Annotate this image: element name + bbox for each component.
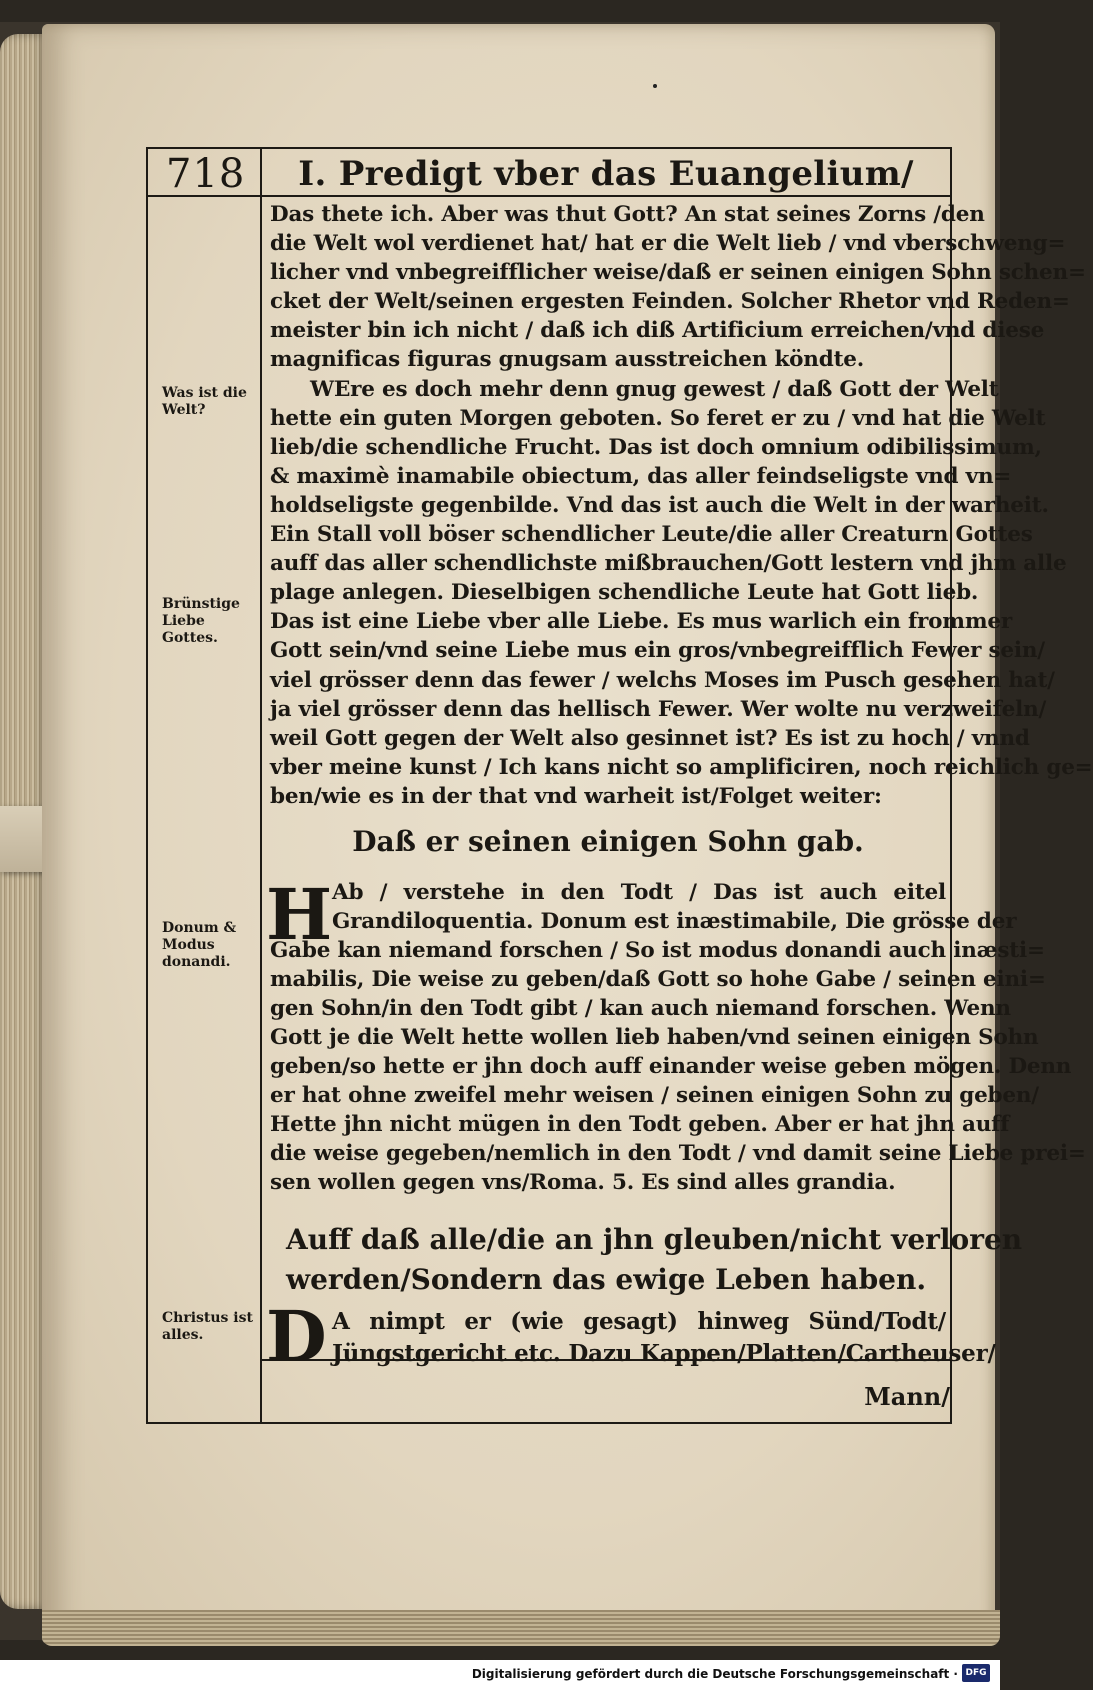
text-line: gen Sohn/in den Todt gibt / kan auch niemand forschen. Wenn	[270, 996, 1011, 1021]
text-line: weil Gott gegen der Welt also gesinnet ist? Es ist zu hoch / vnnd	[270, 725, 1030, 751]
ink-dot	[653, 84, 657, 88]
margin-note: Christus ist alles.	[162, 1310, 253, 1343]
text-line: hette ein guten Morgen geboten. So feret er zu / vnd hat die Welt	[270, 405, 1046, 431]
text-line: auff das aller schendlichste mißbrauchen/Gott lestern vnd jhm alle	[270, 551, 1067, 577]
text-line: Gott je die Welt hette wollen lieb haben/vnd seinen einigen Sohn	[270, 1025, 1039, 1050]
text-line: WEre es doch mehr denn gnug gewest / daß Gott der Welt	[310, 376, 999, 402]
drop-initial: D	[266, 1295, 327, 1378]
margin-column-rule	[260, 149, 262, 1422]
heading-line: werden/Sondern das ewige Leben haben.	[286, 1263, 927, 1296]
text-line: er hat ohne zweifel mehr weisen / seinen einigen Sohn zu geben/	[270, 1083, 1039, 1108]
running-head: I. Predigt vber das Euangelium/	[298, 154, 914, 194]
text-line: magnificas figuras gnugsam ausstreichen köndte.	[270, 347, 865, 373]
text-line: lieb/die schendliche Frucht. Das ist doch omnium odibilissimum,	[270, 434, 1042, 460]
text-line: sen wollen gegen vns/Roma. 5. Es sind alles grandia.	[270, 1170, 896, 1195]
margin-note: Donum & Modus donandi.	[162, 920, 237, 970]
text-line: meister bin ich nicht / daß ich diß Artificium erreichen/vnd diese	[270, 318, 1045, 344]
text-line: die weise gegeben/nemlich in den Todt / vnd damit seine Liebe prei=	[270, 1141, 1086, 1166]
section-heading-2	[270, 1220, 1023, 1300]
drop-initial: H	[266, 873, 333, 956]
text-line: cket der Welt/seinen ergesten Feinden. Solcher Rhetor vnd Reden=	[270, 289, 1070, 315]
text-line: Hette jhn nicht mügen in den Todt geben. Aber er hat jhn auff	[270, 1112, 1010, 1137]
text-line: viel grösser denn das fewer / welchs Moses im Pusch gesehen hat/	[270, 667, 1055, 693]
text-line: licher vnd vnbegreifflicher weise/daß er seinen einigen Sohn schen=	[270, 260, 1086, 286]
heading-line: Auff daß alle/die an jhn gleuben/nicht verloren	[286, 1223, 1023, 1256]
text-line: die Welt wol verdienet hat/ hat er die Welt lieb / vnd vberschweng=	[270, 231, 1066, 257]
text-line: Grandiloquentia. Donum est inæstimabile, Die grösse der	[332, 909, 1017, 934]
text-line: holdseligste gegenbilde. Vnd das ist auch die Welt in der warheit.	[270, 492, 1049, 518]
body-paragraph-3	[270, 1306, 996, 1370]
margin-note: Brünstige Liebe Gottes.	[162, 596, 240, 646]
text-line: & maximè inamabile obiectum, das aller feindseligste vnd vn=	[270, 463, 1012, 489]
page-number: 718	[166, 151, 246, 197]
text-line: ja viel grösser denn das hellisch Fewer. Wer wolte nu verzweifeln/	[270, 696, 1047, 722]
text-line: mabilis, Die weise zu geben/daß Gott so hohe Gabe / seinen eini=	[270, 967, 1046, 992]
body-paragraph-2	[270, 878, 1086, 1197]
text-line: Gabe kan niemand forschen / So ist modus donandi auch inæsti=	[270, 938, 1045, 963]
catchword: Mann/	[864, 1382, 950, 1411]
footer-credit: Digitalisierung gefördert durch die Deutsche Forschungsgemeinschaft ·	[471, 1667, 958, 1681]
text-line: Gott sein/vnd seine Liebe mus ein gros/vnbegreifflich Fewer sein/	[270, 638, 1045, 664]
text-line: Das thete ich. Aber was thut Gott? An stat seines Zorns /den	[270, 202, 985, 227]
text-line: geben/so hette er jhn doch auff einander weise geben mögen. Denn	[270, 1054, 1072, 1079]
text-line: Ein Stall voll böser schendlicher Leute/die aller Creaturn Gottes	[270, 522, 1033, 548]
section-heading: Daß er seinen einigen Sohn gab.	[352, 825, 864, 858]
text-line: plage anlegen. Dieselbigen schendliche Leute hat Gott lieb.	[270, 580, 979, 606]
dfg-logo: DFG	[962, 1664, 990, 1682]
page-bottom-edge	[42, 1610, 1000, 1646]
text-line: Jüngstgericht etc. Dazu Kappen/Platten/Cartheuser/	[332, 1340, 996, 1367]
margin-note: Was ist die Welt?	[162, 385, 247, 418]
text-line: ben/wie es in der that vnd warheit ist/Folget weiter:	[270, 783, 882, 809]
text-line: vber meine kunst / Ich kans nicht so amplificiren, noch reichlich ge=	[270, 754, 1093, 780]
text-line: A nimpt er (wie gesagt) hinweg Sünd/Todt/	[332, 1308, 946, 1335]
text-line: Das ist eine Liebe vber alle Liebe. Es mus warlich ein frommer	[270, 609, 1012, 635]
text-line: Ab / verstehe in den Todt / Das ist auch eitel	[332, 880, 946, 905]
body-paragraph-1	[270, 200, 1093, 811]
